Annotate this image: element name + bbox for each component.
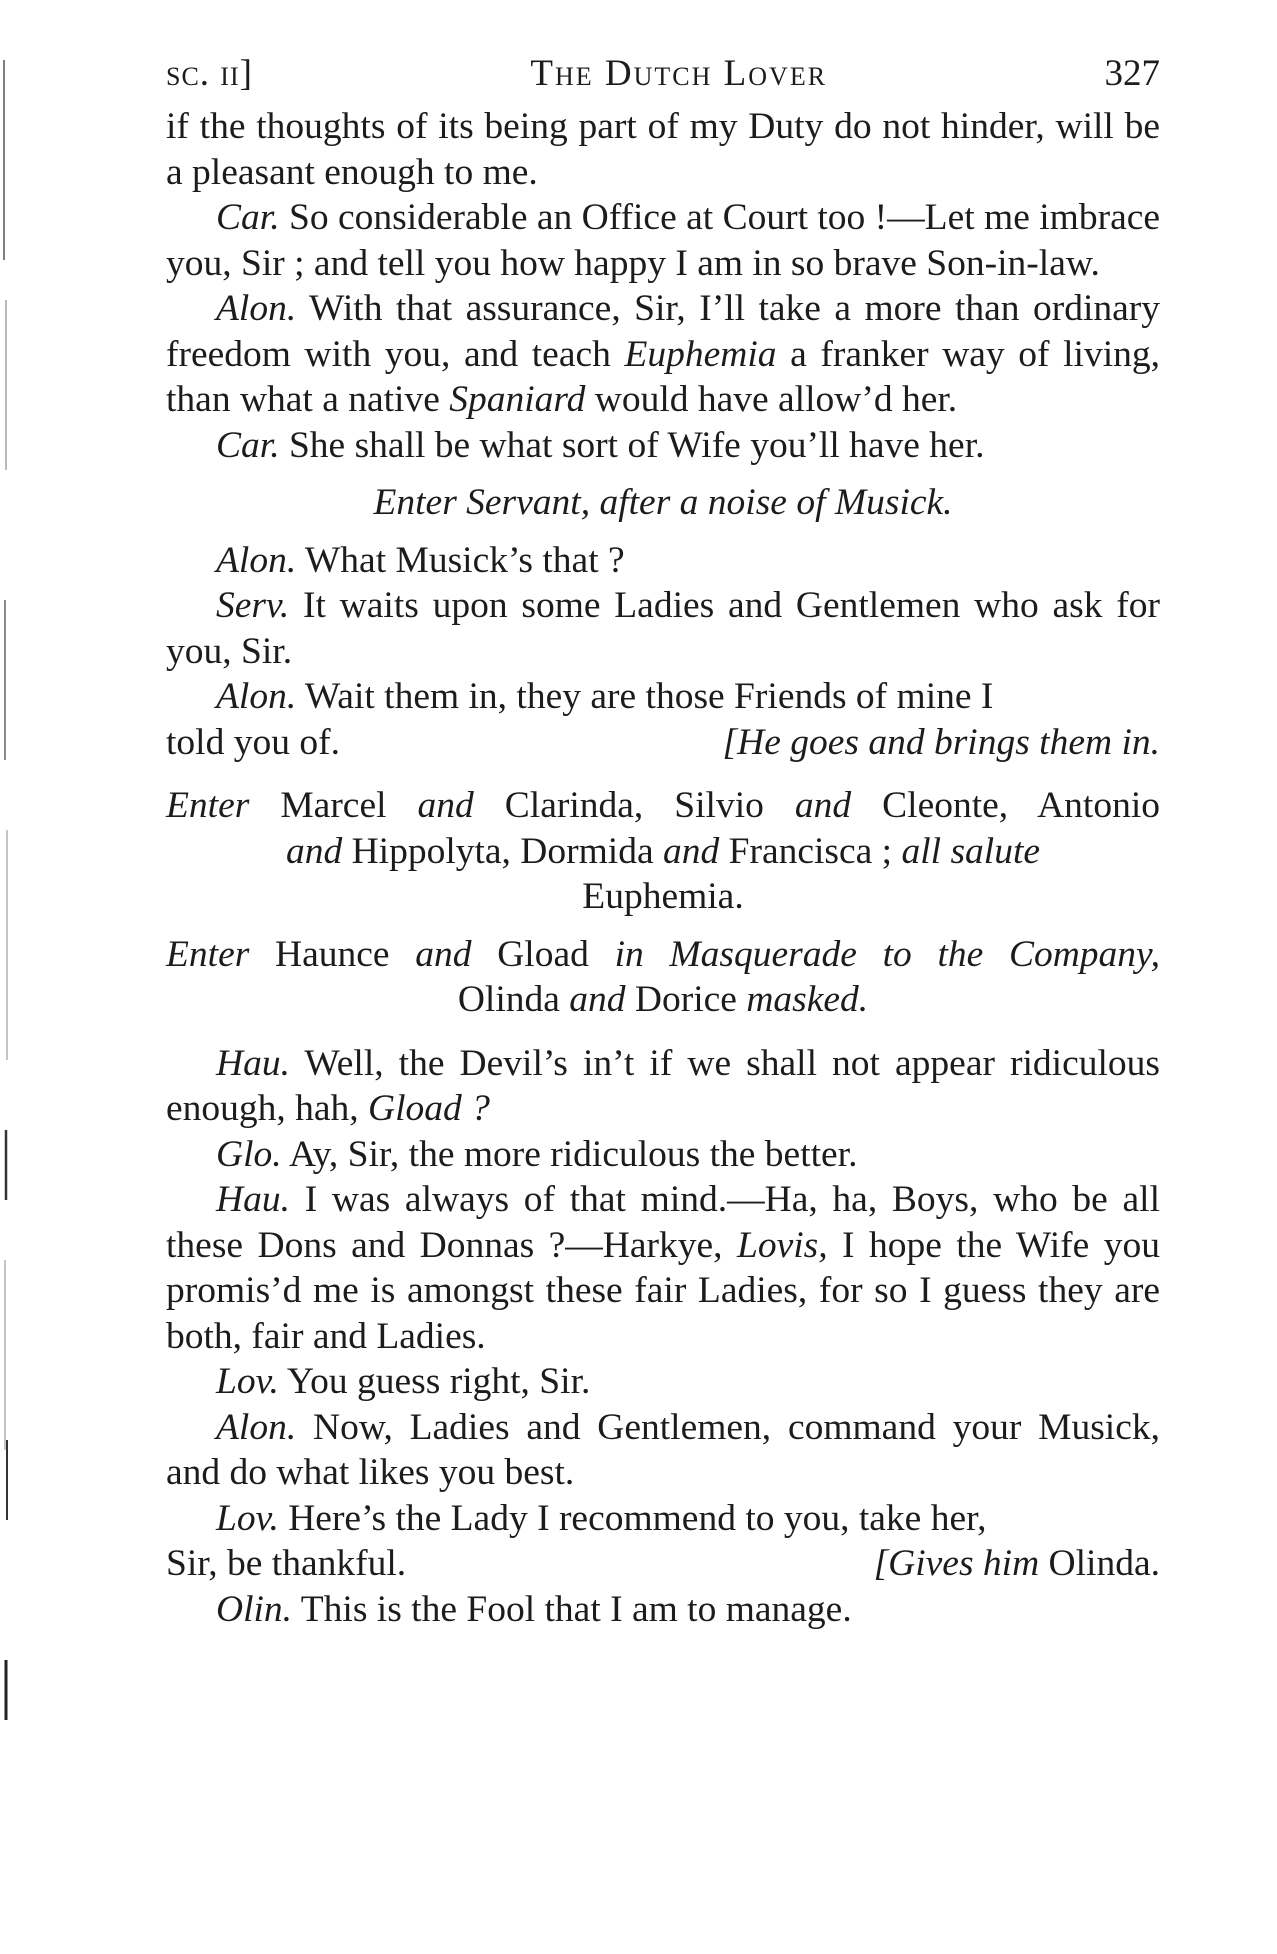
speech-olinda: Olin. This is the Fool that I am to manage.: [216, 1588, 852, 1630]
running-header: [166, 52, 1160, 104]
speaker-name: Serv.: [216, 585, 290, 626]
speaker-name: Car.: [216, 197, 280, 238]
speech-lovis-2: Lov. Here’s the Lady I recommend to you, take her,: [216, 1497, 987, 1539]
running-title: The Dutch Lover: [530, 53, 828, 94]
page-number: 327: [1104, 53, 1160, 94]
speech-gload: Glo. Ay, Sir, the more ridiculous the better.: [216, 1133, 858, 1175]
speech-haunce-1: Hau. Well, the Devil’s in’t if we shall not appear ridiculous enough, hah, Gload ?: [166, 1042, 1160, 1129]
scene-label: sc. ii]: [166, 53, 253, 94]
speech-alonzo-2: Alon. What Musick’s that ?: [216, 539, 625, 581]
stage-direction-entrance-1: Enter Marcel and Clarinda, Silvio and Cleonte, Antonio and Hippolyta, Dormida and Francisca ; all salute Euphemia.: [166, 785, 1161, 917]
speaker-name: Hau.: [216, 1179, 290, 1220]
speech-alonzo-4: Alon. Now, Ladies and Gentlemen, command your Musick, and do what likes you best.: [166, 1406, 1160, 1493]
stage-aside: [He goes and brings them in.: [722, 721, 1160, 763]
speaker-name: Glo.: [216, 1133, 282, 1175]
speech-carlos-1: Car. So considerable an Office at Court too !—Let me imbrace you, Sir ; and tell you how happy I am in so brave Son-in-law.: [166, 197, 1160, 284]
speech-lovis-2-cont: Sir, be thankful. [Gives him Olinda.: [166, 1541, 1160, 1587]
speaker-name: Hau.: [216, 1042, 290, 1084]
speaker-name: Lov.: [216, 1361, 279, 1402]
speaker-name: Olin.: [216, 1588, 293, 1630]
speech-alonzo-3-cont: told you of. [He goes and brings them in.: [166, 720, 1160, 766]
speech-servant: Serv. It waits upon some Ladies and Gentlemen who ask for you, Sir.: [166, 585, 1160, 672]
speaker-name: Alon.: [216, 288, 297, 329]
speaker-name: Alon.: [216, 676, 297, 717]
stage-direction-entrance-2: Enter Haunce and Gload in Masquerade to the Company, Olinda and Dorice masked.: [166, 933, 1161, 1020]
stage-aside: [Gives him Olinda.: [873, 1543, 1160, 1584]
speech-lovis-1: Lov. You guess right, Sir.: [216, 1361, 591, 1402]
speech-carlos-2: Car. She shall be what sort of Wife you’ll have her.: [216, 424, 985, 466]
speaker-name: Car.: [216, 424, 280, 466]
speech-haunce-2: Hau. I was always of that mind.—Ha, ha, Boys, who be all these Dons and Donnas ?—Harkye, Lovis, I hope the Wife you promis’d me is amongst these fair Ladies, for so I guess they are both, fair and Ladies.: [166, 1179, 1160, 1357]
speech-alonzo-3: Alon. Wait them in, they are those Friends of mine I: [216, 676, 994, 717]
book-page: [166, 52, 1160, 1632]
speaker-name: Alon.: [216, 539, 297, 581]
page-edge-shadow: [0, 0, 22, 1954]
stage-direction-servant: Enter Servant, after a noise of Musick.: [373, 482, 953, 523]
speech-alonzo-1: Alon. With that assurance, Sir, I’ll take a more than ordinary freedom with you, and teach Euphemia a franker way of living, than what a native Spaniard would have allow’d her.: [166, 288, 1160, 420]
speaker-name: Alon.: [216, 1406, 297, 1448]
speech-continuation: if the thoughts of its being part of my Duty do not hinder, will be a pleasant enough to me.: [166, 106, 1160, 193]
speaker-name: Lov.: [216, 1497, 279, 1539]
